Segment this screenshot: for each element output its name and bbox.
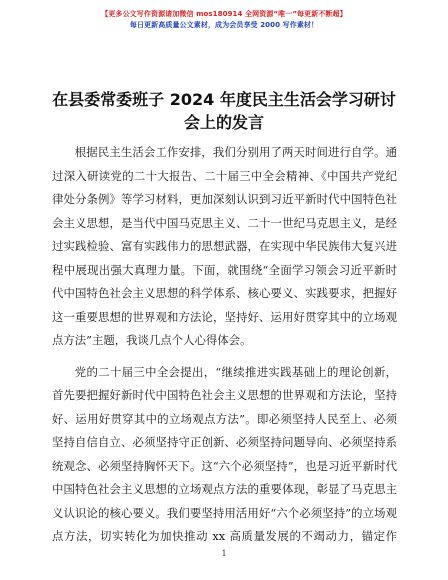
paragraph-2: 党的二十届三中全会提出，“继续推进实践基础上的理论创新，首先要把握好新时代中国特色社会主义思想的世界观和方法论，坚持好、运用好贯穿其中的立场观点方法”。即必须坚持人民至上、必须坚持自信自立、必须坚持守正创新、必须坚持问题导向、必须坚持系统观念、必须坚持胸怀天下。这“六个必须坚持”，也是习近平新时代中国特色社会主义思想的立场观点方法的重要体现，彰显了马克思主义认识论的核心要义。我们要坚持用活用好“六个必须坚持”的立场观点方法，切实转化为加快推动 xx 高质量发展的不竭动力，锚定作 <box>52 364 397 543</box>
document-title <box>40 88 408 134</box>
page-number: 1 <box>221 549 227 558</box>
title-line-1: 在县委常委班子 2024 年度民主生活会学习研讨 <box>52 90 396 109</box>
banner-line-1: 【更多公文写作资源请加微信 mos180914 全网资源“唯一”每更新不断超】 <box>101 10 347 18</box>
banner-line-2: 每日更新高质量公文素材，成为会员享受 2000 写作素材！ <box>129 21 319 29</box>
paragraph-1: 根据民主生活会工作安排，我们分别用了两天时间进行自学。通过深入研读党的二十大报告、二十届三中全会精神、《中国共产党纪律处分条例》等学习材料，更加深刻认识到习近平新时代中国特色社会主义思想，是当代中国马克思主义、二十一世纪马克思主义，是经过实践检验、富有实践伟力的思想武器，在实现中华民族伟大复兴进程中展现出强大真理力量。下面，就围绕“全面学习领会习近平新时代中国特色社会主义思想的科学体系、核心要义、实践要求，把握好这一重要思想的世界观和方法论，坚持好、运用好贯穿其中的立场观点方法”主题，我谈几点个人心得体会。 <box>52 145 397 347</box>
document-body <box>52 141 397 549</box>
header-banner <box>0 9 448 31</box>
title-line-2: 会上的发言 <box>183 113 264 132</box>
